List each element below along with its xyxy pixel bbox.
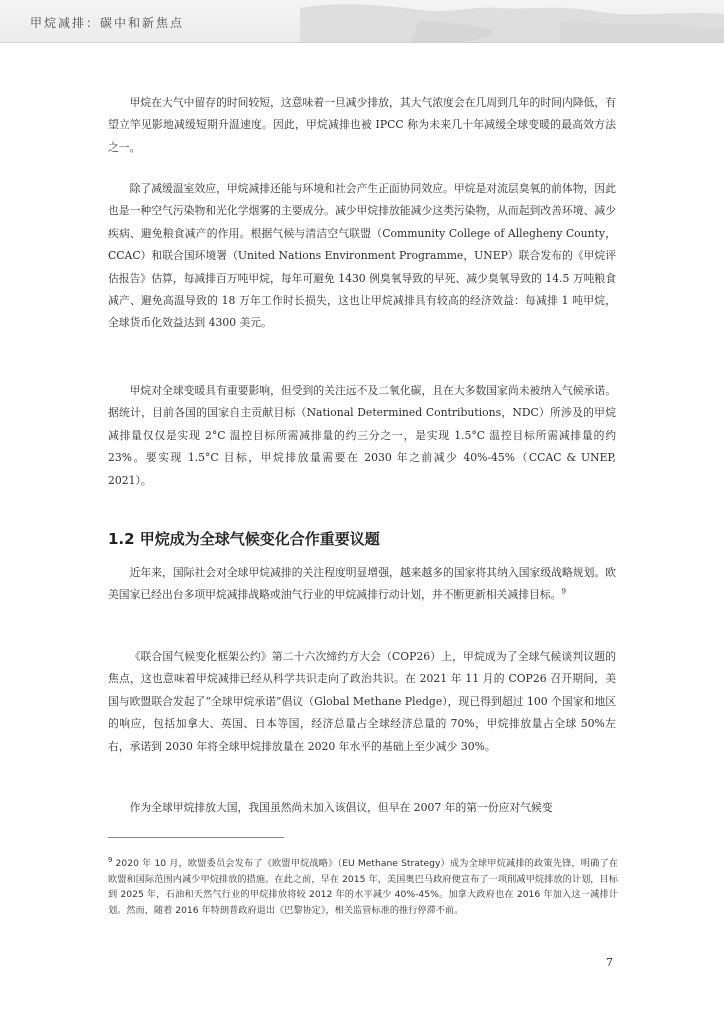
footnote-mark: 9 (108, 855, 113, 864)
paragraph-4-block (108, 562, 616, 607)
page-header (0, 0, 724, 42)
paragraph-2-block (108, 178, 616, 335)
paragraph: 《联合国气候变化框架公约》第二十六次缔约方大会（COP26）上，甲烷成为了全球气候谈判议题的焦点，这也意味着甲烷减排已经从科学共识走向了政治共识。在 2021 年 11 月的 COP26 召开期间，美国与欧盟联合发起了“全球甲烷承诺”倡议（Global Methane Pledge），现已得到超过 100 个国家和地区的响应，包括加拿大、英国、日本等国，经济总量占全球经济总量的 70%，甲烷排放量占全球 50%左右，承诺到 2030 年将全球甲烷排放量在 2020 年水平的基础上至少减少 30%。 (108, 650, 616, 753)
paragraph: 甲烷对全球变暖具有重要影响，但受到的关注远不及二氧化碳，且在大多数国家尚未被纳入气候承诺。据统计，目前各国的国家自主贡献目标（National Determined Contributions，NDC）所涉及的甲烷减排量仅仅是实现 2°C 温控目标所需减排量的约三分之一，是实现 1.5°C 温控目标所需减排量的约 23%。要实现 1.5°C 目标，甲烷排放量需要在 2030 年之前减少 40%-45%（CCAC & UNEP, 2021）。 (108, 384, 616, 487)
paragraph-5-block (108, 646, 616, 758)
footnote (108, 856, 618, 918)
footnote-divider (108, 837, 284, 838)
paragraph: 作为全球甲烷排放大国，我国虽然尚未加入该倡议，但早在 2007 年的第一份应对气候变 (129, 801, 553, 814)
section-heading: 1.2 甲烷成为全球气候变化合作重要议题 (108, 530, 380, 548)
paragraph (108, 562, 616, 607)
header-title: 甲烷减排：碳中和新焦点 (30, 16, 185, 30)
paragraph-6-block (108, 797, 616, 819)
paragraph-text: 近年来，国际社会对全球甲烷减排的关注程度明显增强，越来越多的国家将其纳入国家级战略规划。欧美国家已经出台多项甲烷减排战略或油气行业的甲烷减排行动计划，并不断更新相关减排目标。 (108, 566, 616, 602)
page-number: 7 (606, 956, 613, 969)
paragraph-3-block (108, 380, 616, 492)
paragraph: 除了减缓温室效应，甲烷减排还能与环境和社会产生正面协同效应。甲烷是对流层臭氧的前体物，因此也是一种空气污染物和光化学烟雾的主要成分。减少甲烷排放能减少这类污染物，从而起到改善环境、减少疾病、避免粮食减产的作用。根据气候与清洁空气联盟（Community College of Allegheny County，CCAC）和联合国环境署（United Nations Environment Programme，UNEP）联合发布的《甲烷评估报告》估算，每减排百万吨甲烷，每年可避免 1430 例臭氧导致的早死、减少臭氧导致的 14.5 万吨粮食减产、避免高温导致的 18 万年工作时长损失，这也让甲烷减排具有较高的经济效益：每减排 1 吨甲烷，全球货币化效益达到 4300 美元。 (108, 182, 616, 330)
footnote-text: 2020 年 10 月，欧盟委员会发布了《欧盟甲烷战略》（EU Methane Strategy）成为全球甲烷减排的政策先锋，明确了在欧盟和国际范围内减少甲烷排放的措施。在此之前，早在 2015 年，美国奥巴马政府便宣布了一项削减甲烷排放的计划，目标到 2025 年，石油和天然气行业的甲烷排放将较 2012 年的水平减少 40%-45%。加拿大政府也在 2016 年加入这一减排计划。然而，随着 2016 年特朗普政府退出《巴黎协定》，相关监管标准的推行停滞不前。 (108, 858, 618, 916)
paragraph: 甲烷在大气中留存的时间较短，这意味着一旦减少排放，其大气浓度会在几周到几年的时间内降低，有望立竿见影地减缓短期升温速度。因此，甲烷减排也被 IPCC 称为未来几十年减缓全球变暖的最高效方法之一。 (108, 96, 616, 154)
footnote-ref: 9 (561, 587, 566, 596)
header-divider (0, 42, 724, 43)
paragraph-1-block (108, 92, 616, 159)
